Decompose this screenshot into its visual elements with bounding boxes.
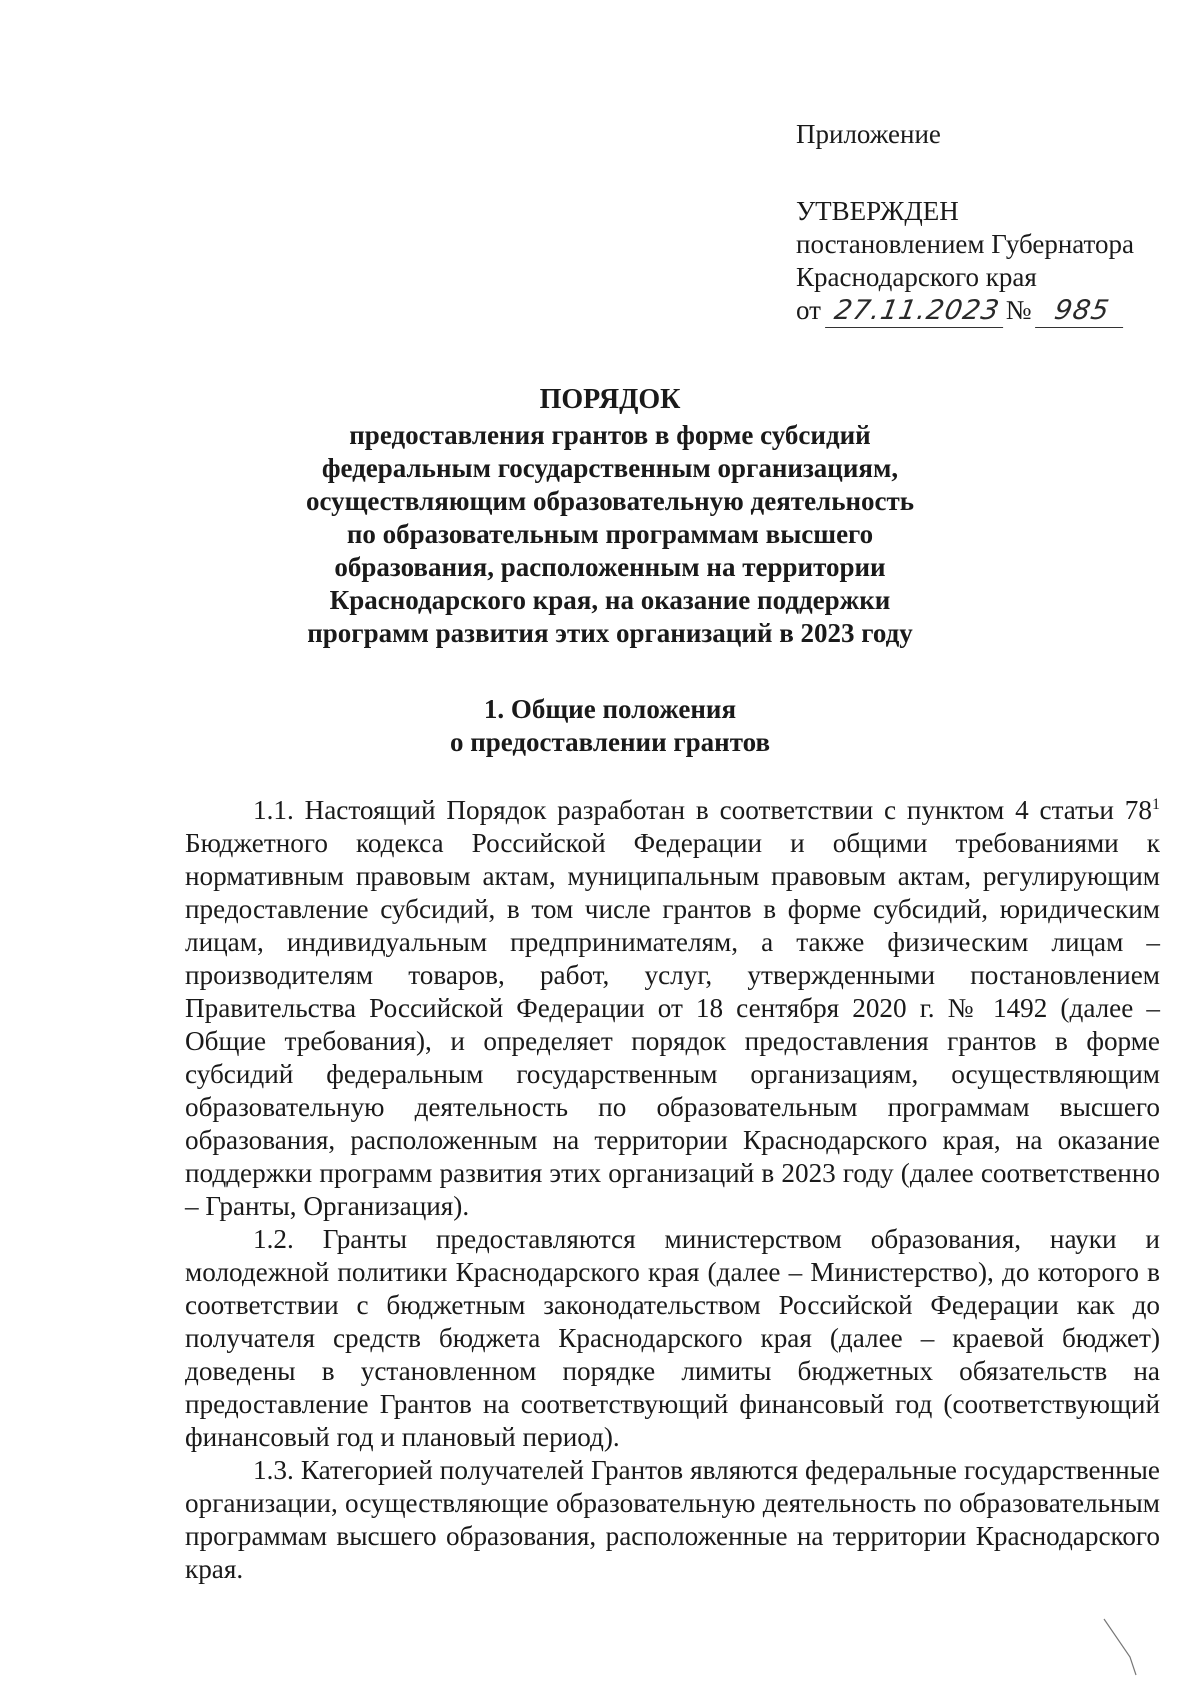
title-line: образования, расположенным на территории	[334, 552, 886, 582]
title-line: по образовательным программам высшего	[346, 519, 874, 549]
paragraph-1-3: 1.3. Категорией получателей Грантов являются федеральные государственные организации, осуществляющие образовательную деятельность по образовательным программам высшего образования, расположенные на территории Краснодарского края.	[185, 1455, 1160, 1584]
annex-label: Приложение	[796, 119, 941, 149]
scan-artifact-mark	[1100, 1617, 1140, 1677]
section-heading	[180, 693, 1040, 759]
title-line: предоставления грантов в форме субсидий	[349, 420, 871, 450]
number-prefix: №	[1005, 295, 1032, 325]
title-line: осуществляющим образовательную деятельность	[305, 486, 915, 516]
date-number-line	[796, 294, 1134, 328]
title-line: федеральным государственным организациям,	[321, 453, 899, 483]
handwritten-number: 985	[1035, 294, 1129, 328]
title-line: программ развития этих организаций в 2023 году	[307, 618, 913, 648]
section-heading-line: 1. Общие положения	[483, 694, 737, 724]
paragraph-1-2: 1.2. Гранты предоставляются министерством образования, науки и молодежной политики Краснодарского края (далее – Министерство), до которого в соответствии с бюджетным законодательством Российской Федерации как до получателя средств бюджета Краснодарского края (далее – краевой бюджет) доведены в установленном порядке лимиты бюджетных обязательств на предоставление Грантов на соответствующий финансовый год (соответствующий финансовый год и плановый период).	[185, 1224, 1160, 1452]
document-body	[185, 794, 1160, 1586]
paragraph-1-1-start: 1.1. Настоящий Порядок разработан в соответствии с пунктом 4 статьи 78	[253, 795, 1152, 825]
handwritten-date: 27.11.2023	[825, 294, 1009, 328]
title-line: Краснодарского края, на оказание поддержки	[329, 585, 891, 615]
paragraph-1-1	[185, 794, 1160, 1223]
document-title	[180, 383, 1040, 650]
section-heading-line: о предоставлении грантов	[449, 727, 771, 757]
approval-stamp-block	[796, 118, 1134, 328]
region-label: Краснодарского края	[796, 262, 1037, 292]
approved-label: УТВЕРЖДЕН	[796, 196, 959, 226]
article-superscript: 1	[1152, 795, 1160, 813]
date-prefix: от	[796, 295, 821, 325]
paragraph-1-1-rest: Бюджетного кодекса Российской Федерации и общими требованиями к нормативным правовым актам, муниципальным правовым актам, регулирующим предоставление субсидий, в том числе грантов в форме субсидий, юридическим лицам, индивидуальным предпринимателям, а также физическим лицам – производителям товаров, работ, услуг, утвержденными постановлением Правительства Российской Федерации от 18 сентября 2020 г. № 1492 (далее – Общие требования), и определяет порядок предоставления грантов в форме субсидий федеральным государственным организациям, осуществляющим образовательную деятельность по образовательным программам высшего образования, расположенным на территории Краснодарского края, на оказание поддержки программ развития этих организаций в 2023 году (далее соответственно – Гранты, Организация).	[185, 828, 1160, 1221]
title-main: ПОРЯДОК	[539, 384, 681, 415]
resolution-label: постановлением Губернатора	[796, 229, 1134, 259]
